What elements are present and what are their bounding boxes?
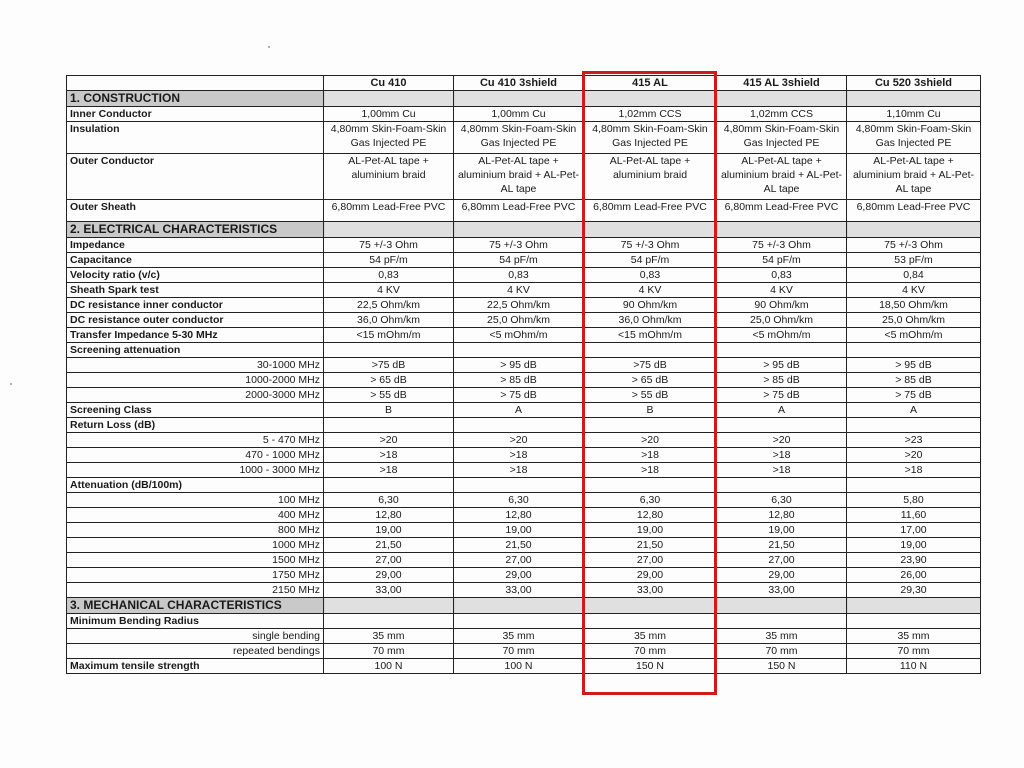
value-cell: >20 [717, 433, 847, 448]
sub-row-label: 2150 MHz [67, 583, 324, 598]
row-label: DC resistance outer conductor [67, 313, 324, 328]
value-cell: > 65 dB [584, 373, 717, 388]
value-cell: 29,00 [584, 568, 717, 583]
value-cell: 4 KV [717, 283, 847, 298]
value-cell: 5,80 [847, 493, 981, 508]
value-cell: <5 mOhm/m [847, 328, 981, 343]
value-cell: 6,80mm Lead-Free PVC [847, 200, 981, 222]
sub-row [67, 463, 981, 478]
table-row [67, 418, 981, 433]
row-label: Attenuation (dB/100m) [67, 478, 324, 493]
sub-row [67, 523, 981, 538]
value-cell: 12,80 [324, 508, 454, 523]
sub-row-label: 470 - 1000 MHz [67, 448, 324, 463]
value-cell: B [324, 403, 454, 418]
value-cell: >18 [324, 463, 454, 478]
value-cell: 21,50 [454, 538, 584, 553]
sub-row-label: 2000-3000 MHz [67, 388, 324, 403]
value-cell: >23 [847, 433, 981, 448]
value-cell: 4,80mm Skin-Foam-Skin Gas Injected PE [584, 122, 717, 154]
value-cell: A [847, 403, 981, 418]
row-label: Sheath Spark test [67, 283, 324, 298]
sub-row-label: single bending [67, 629, 324, 644]
value-cell: 23,90 [847, 553, 981, 568]
value-cell: 4 KV [847, 283, 981, 298]
table-row [67, 154, 981, 200]
value-cell: >20 [454, 433, 584, 448]
value-cell: > 75 dB [717, 388, 847, 403]
row-label: Impedance [67, 238, 324, 253]
table-row [67, 238, 981, 253]
row-label: Screening attenuation [67, 343, 324, 358]
value-cell: 75 +/-3 Ohm [454, 238, 584, 253]
value-cell: 4,80mm Skin-Foam-Skin Gas Injected PE [454, 122, 584, 154]
sub-row [67, 553, 981, 568]
value-cell: A [454, 403, 584, 418]
value-cell: 19,00 [324, 523, 454, 538]
value-cell: > 85 dB [717, 373, 847, 388]
value-cell: 25,0 Ohm/km [454, 313, 584, 328]
row-label: Insulation [67, 122, 324, 154]
value-cell [324, 614, 454, 629]
row-label: Screening Class [67, 403, 324, 418]
section-fill-cell [847, 91, 981, 107]
value-cell: >75 dB [584, 358, 717, 373]
table-row [67, 343, 981, 358]
value-cell: 26,00 [847, 568, 981, 583]
value-cell: 36,0 Ohm/km [324, 313, 454, 328]
value-cell: 4,80mm Skin-Foam-Skin Gas Injected PE [324, 122, 454, 154]
section-fill-cell [847, 222, 981, 238]
row-label: Maximum tensile strength [67, 659, 324, 674]
value-cell: >20 [584, 433, 717, 448]
value-cell [454, 418, 584, 433]
sub-row [67, 538, 981, 553]
value-cell: > 85 dB [454, 373, 584, 388]
scan-speck [10, 383, 12, 385]
table-row [67, 313, 981, 328]
value-cell: 1,00mm Cu [454, 107, 584, 122]
value-cell: 11,60 [847, 508, 981, 523]
value-cell: 6,80mm Lead-Free PVC [717, 200, 847, 222]
section-fill-cell [584, 598, 717, 614]
value-cell: 29,00 [324, 568, 454, 583]
row-label: Outer Conductor [67, 154, 324, 200]
section-fill-cell [324, 598, 454, 614]
spec-table-body [67, 76, 981, 674]
header-corner-cell [67, 76, 324, 91]
column-header-row [67, 76, 981, 91]
value-cell: 29,30 [847, 583, 981, 598]
section-fill-cell [717, 91, 847, 107]
sub-row-label: 800 MHz [67, 523, 324, 538]
value-cell: 35 mm [454, 629, 584, 644]
sub-row [67, 568, 981, 583]
value-cell [584, 614, 717, 629]
value-cell: > 55 dB [584, 388, 717, 403]
section-fill-cell [454, 91, 584, 107]
sub-row-label: repeated bendings [67, 644, 324, 659]
value-cell: > 95 dB [847, 358, 981, 373]
value-cell: 35 mm [584, 629, 717, 644]
value-cell: 70 mm [847, 644, 981, 659]
section-fill-cell [847, 598, 981, 614]
value-cell: 6,30 [454, 493, 584, 508]
value-cell: 0,84 [847, 268, 981, 283]
value-cell: 22,5 Ohm/km [454, 298, 584, 313]
value-cell: 12,80 [584, 508, 717, 523]
value-cell: 150 N [717, 659, 847, 674]
value-cell [847, 478, 981, 493]
value-cell: 100 N [324, 659, 454, 674]
value-cell: <15 mOhm/m [584, 328, 717, 343]
sub-row [67, 493, 981, 508]
value-cell [847, 343, 981, 358]
column-header-415-al: 415 AL [584, 76, 717, 91]
section-fill-cell [454, 222, 584, 238]
section-title: 1. CONSTRUCTION [67, 91, 324, 107]
section-fill-cell [584, 91, 717, 107]
value-cell: AL-Pet-AL tape + aluminium braid + AL-Pet-AL tape [847, 154, 981, 200]
value-cell: 21,50 [584, 538, 717, 553]
value-cell: 54 pF/m [324, 253, 454, 268]
table-row [67, 253, 981, 268]
value-cell [717, 343, 847, 358]
value-cell: > 95 dB [717, 358, 847, 373]
value-cell [717, 614, 847, 629]
table-row [67, 268, 981, 283]
value-cell: >18 [454, 448, 584, 463]
sub-row-label: 1000 MHz [67, 538, 324, 553]
value-cell: B [584, 403, 717, 418]
sub-row-label: 400 MHz [67, 508, 324, 523]
table-row [67, 328, 981, 343]
value-cell: 70 mm [454, 644, 584, 659]
value-cell: 75 +/-3 Ohm [324, 238, 454, 253]
value-cell: 35 mm [717, 629, 847, 644]
sub-row [67, 358, 981, 373]
value-cell: 70 mm [717, 644, 847, 659]
value-cell: >18 [584, 448, 717, 463]
column-header-415-al-3shield: 415 AL 3shield [717, 76, 847, 91]
value-cell: 19,00 [847, 538, 981, 553]
value-cell: 27,00 [454, 553, 584, 568]
value-cell: 53 pF/m [847, 253, 981, 268]
table-row [67, 283, 981, 298]
sub-row [67, 373, 981, 388]
value-cell: 19,00 [584, 523, 717, 538]
value-cell: <5 mOhm/m [454, 328, 584, 343]
sub-row-label: 1000-2000 MHz [67, 373, 324, 388]
section-fill-cell [584, 222, 717, 238]
table-row [67, 403, 981, 418]
value-cell: >20 [324, 433, 454, 448]
value-cell: 54 pF/m [717, 253, 847, 268]
section-header-row [67, 598, 981, 614]
value-cell: >18 [584, 463, 717, 478]
value-cell: 0,83 [584, 268, 717, 283]
value-cell [324, 343, 454, 358]
value-cell: 17,00 [847, 523, 981, 538]
value-cell: 1,02mm CCS [584, 107, 717, 122]
section-fill-cell [454, 598, 584, 614]
row-label: Return Loss (dB) [67, 418, 324, 433]
sub-row-label: 1500 MHz [67, 553, 324, 568]
section-fill-cell [324, 91, 454, 107]
value-cell: > 85 dB [847, 373, 981, 388]
value-cell: 0,83 [324, 268, 454, 283]
table-row [67, 107, 981, 122]
value-cell: 4,80mm Skin-Foam-Skin Gas Injected PE [847, 122, 981, 154]
value-cell: 29,00 [717, 568, 847, 583]
value-cell: 4 KV [454, 283, 584, 298]
row-label: DC resistance inner conductor [67, 298, 324, 313]
value-cell [584, 418, 717, 433]
row-label: Inner Conductor [67, 107, 324, 122]
value-cell: 4 KV [324, 283, 454, 298]
value-cell: AL-Pet-AL tape + aluminium braid [324, 154, 454, 200]
value-cell: AL-Pet-AL tape + aluminium braid [584, 154, 717, 200]
value-cell: 6,80mm Lead-Free PVC [324, 200, 454, 222]
row-label: Capacitance [67, 253, 324, 268]
value-cell: 1,02mm CCS [717, 107, 847, 122]
value-cell: >18 [847, 463, 981, 478]
value-cell: 33,00 [717, 583, 847, 598]
value-cell: 19,00 [717, 523, 847, 538]
value-cell: >20 [847, 448, 981, 463]
scan-speck [268, 46, 270, 48]
value-cell [454, 343, 584, 358]
value-cell: 22,5 Ohm/km [324, 298, 454, 313]
table-row [67, 478, 981, 493]
value-cell: 75 +/-3 Ohm [717, 238, 847, 253]
value-cell: 90 Ohm/km [584, 298, 717, 313]
section-fill-cell [717, 598, 847, 614]
value-cell: 27,00 [324, 553, 454, 568]
value-cell: 25,0 Ohm/km [717, 313, 847, 328]
sub-row [67, 583, 981, 598]
value-cell: 33,00 [584, 583, 717, 598]
sub-row [67, 433, 981, 448]
value-cell: 54 pF/m [454, 253, 584, 268]
value-cell: >18 [717, 463, 847, 478]
value-cell [584, 478, 717, 493]
section-title: 2. ELECTRICAL CHARACTERISTICS [67, 222, 324, 238]
value-cell: <15 mOhm/m [324, 328, 454, 343]
value-cell: > 75 dB [454, 388, 584, 403]
sub-row [67, 448, 981, 463]
value-cell: > 95 dB [454, 358, 584, 373]
value-cell: AL-Pet-AL tape + aluminium braid + AL-Pet-AL tape [454, 154, 584, 200]
value-cell: >18 [717, 448, 847, 463]
value-cell [847, 614, 981, 629]
sub-row-label: 30-1000 MHz [67, 358, 324, 373]
cable-spec-table [66, 75, 981, 674]
value-cell: 75 +/-3 Ohm [847, 238, 981, 253]
value-cell: 18,50 Ohm/km [847, 298, 981, 313]
value-cell: 6,30 [717, 493, 847, 508]
value-cell [717, 478, 847, 493]
row-label: Minimum Bending Radius [67, 614, 324, 629]
value-cell: 100 N [454, 659, 584, 674]
section-header-row [67, 91, 981, 107]
value-cell: 21,50 [324, 538, 454, 553]
value-cell: > 75 dB [847, 388, 981, 403]
value-cell: 36,0 Ohm/km [584, 313, 717, 328]
value-cell [717, 418, 847, 433]
value-cell: 54 pF/m [584, 253, 717, 268]
value-cell: 21,50 [717, 538, 847, 553]
value-cell: A [717, 403, 847, 418]
value-cell: 33,00 [454, 583, 584, 598]
value-cell: 70 mm [584, 644, 717, 659]
value-cell: 19,00 [454, 523, 584, 538]
value-cell: 0,83 [454, 268, 584, 283]
value-cell [454, 478, 584, 493]
value-cell: 29,00 [454, 568, 584, 583]
value-cell: 4 KV [584, 283, 717, 298]
value-cell: 90 Ohm/km [717, 298, 847, 313]
sub-row-label: 100 MHz [67, 493, 324, 508]
value-cell: 6,30 [324, 493, 454, 508]
value-cell: 33,00 [324, 583, 454, 598]
column-header-cu-520-3shield: Cu 520 3shield [847, 76, 981, 91]
value-cell: >18 [324, 448, 454, 463]
column-header-cu-410-3shield: Cu 410 3shield [454, 76, 584, 91]
sub-row-label: 5 - 470 MHz [67, 433, 324, 448]
value-cell [324, 478, 454, 493]
value-cell [454, 614, 584, 629]
value-cell: >18 [454, 463, 584, 478]
value-cell [324, 418, 454, 433]
value-cell: > 65 dB [324, 373, 454, 388]
sub-row-label: 1000 - 3000 MHz [67, 463, 324, 478]
sub-row [67, 644, 981, 659]
value-cell: 12,80 [717, 508, 847, 523]
row-label: Transfer Impedance 5-30 MHz [67, 328, 324, 343]
value-cell: <5 mOhm/m [717, 328, 847, 343]
value-cell: >75 dB [324, 358, 454, 373]
sub-row [67, 629, 981, 644]
value-cell [847, 418, 981, 433]
row-label: Outer Sheath [67, 200, 324, 222]
table-row [67, 659, 981, 674]
table-row [67, 298, 981, 313]
table-row [67, 122, 981, 154]
section-title: 3. MECHANICAL CHARACTERISTICS [67, 598, 324, 614]
value-cell: 35 mm [847, 629, 981, 644]
column-header-cu-410: Cu 410 [324, 76, 454, 91]
section-fill-cell [717, 222, 847, 238]
value-cell: 27,00 [584, 553, 717, 568]
value-cell: 12,80 [454, 508, 584, 523]
section-header-row [67, 222, 981, 238]
value-cell: 0,83 [717, 268, 847, 283]
value-cell: 27,00 [717, 553, 847, 568]
value-cell: 110 N [847, 659, 981, 674]
value-cell: 6,30 [584, 493, 717, 508]
table-row [67, 200, 981, 222]
section-fill-cell [324, 222, 454, 238]
value-cell: 6,80mm Lead-Free PVC [454, 200, 584, 222]
value-cell: 35 mm [324, 629, 454, 644]
sub-row-label: 1750 MHz [67, 568, 324, 583]
sub-row [67, 388, 981, 403]
table-row [67, 614, 981, 629]
value-cell: 75 +/-3 Ohm [584, 238, 717, 253]
value-cell: > 55 dB [324, 388, 454, 403]
sub-row [67, 508, 981, 523]
value-cell: 150 N [584, 659, 717, 674]
value-cell [584, 343, 717, 358]
value-cell: 1,00mm Cu [324, 107, 454, 122]
value-cell: 4,80mm Skin-Foam-Skin Gas Injected PE [717, 122, 847, 154]
value-cell: 25,0 Ohm/km [847, 313, 981, 328]
value-cell: 6,80mm Lead-Free PVC [584, 200, 717, 222]
value-cell: 1,10mm Cu [847, 107, 981, 122]
value-cell: AL-Pet-AL tape + aluminium braid + AL-Pet-AL tape [717, 154, 847, 200]
value-cell: 70 mm [324, 644, 454, 659]
row-label: Velocity ratio (v/c) [67, 268, 324, 283]
